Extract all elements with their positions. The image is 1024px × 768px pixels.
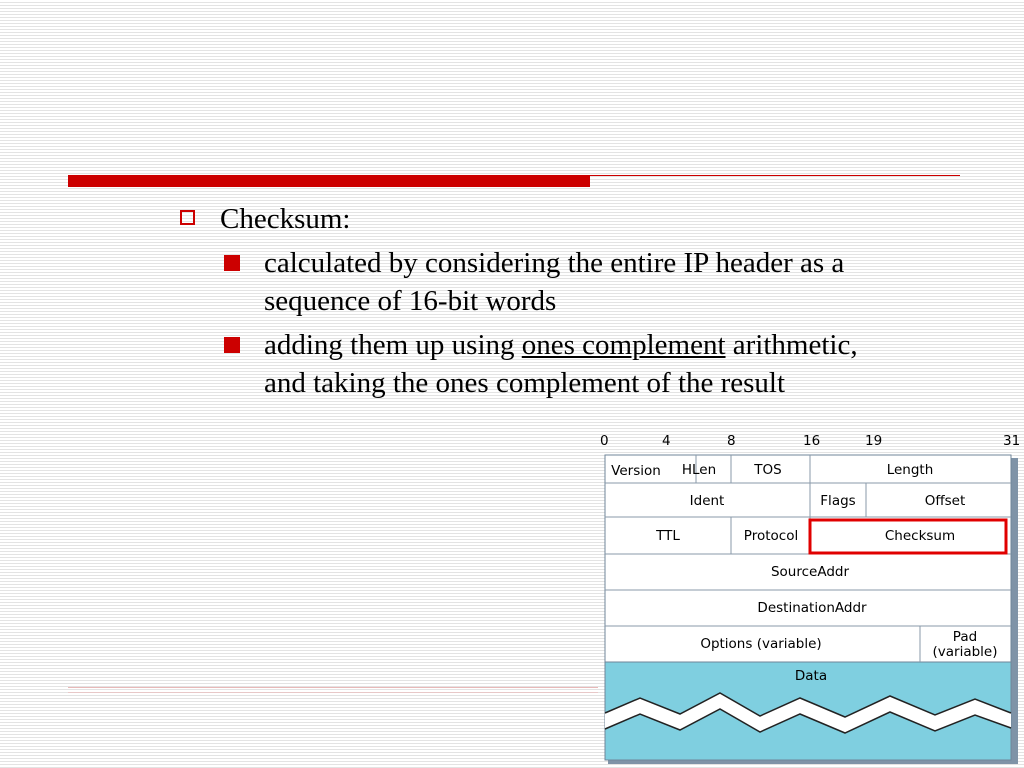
field-protocol: Protocol: [743, 528, 799, 544]
bit-label: 16: [803, 433, 821, 449]
filled-square-bullet-icon: [224, 255, 240, 271]
ip-header-diagram: [590, 428, 1024, 768]
field-data: Data: [794, 668, 828, 684]
field-ttl: TTL: [656, 528, 680, 544]
field-source-addr: SourceAddr: [770, 564, 850, 580]
field-pad-variable: (variable): [932, 644, 998, 660]
field-pad: Pad: [952, 629, 978, 645]
bit-label: 19: [865, 433, 883, 449]
ones-complement-link[interactable]: ones complement: [521, 329, 726, 361]
bullet-text: adding them up using: [264, 329, 522, 361]
field-options: Options (variable): [700, 636, 822, 652]
field-tos: TOS: [754, 462, 782, 478]
bullet-text: arithmetic, and taking the ones complement of the result: [264, 329, 858, 399]
bit-label: 8: [727, 433, 736, 449]
field-flags: Flags: [820, 493, 856, 509]
bit-label: 0: [600, 433, 609, 449]
heading-text: Checksum:: [220, 203, 351, 235]
bit-label: 31: [1003, 433, 1021, 449]
filled-square-bullet-icon: [224, 337, 240, 353]
bullet-text: calculated by considering the entire IP header as a sequence of 16-bit words: [264, 247, 845, 317]
header-grid: [605, 455, 1011, 662]
field-hlen: HLen: [681, 462, 717, 478]
bit-label: 4: [662, 433, 671, 449]
title-bar-thick: [68, 175, 590, 187]
footer-line: [68, 687, 598, 688]
slide-content: [180, 200, 960, 402]
bullet-level1: [180, 200, 960, 238]
title-bar-thin: [590, 175, 960, 176]
footer-line: [68, 692, 598, 693]
field-destination-addr: DestinationAddr: [757, 600, 867, 616]
field-checksum: Checksum: [884, 528, 956, 544]
bullet-level2: [224, 326, 894, 402]
field-ident: Ident: [689, 493, 725, 509]
bullet-level2: [224, 244, 924, 320]
field-offset: Offset: [924, 493, 966, 509]
field-length: Length: [886, 462, 934, 478]
field-version: Version: [611, 463, 661, 479]
hollow-square-bullet-icon: [180, 210, 195, 225]
